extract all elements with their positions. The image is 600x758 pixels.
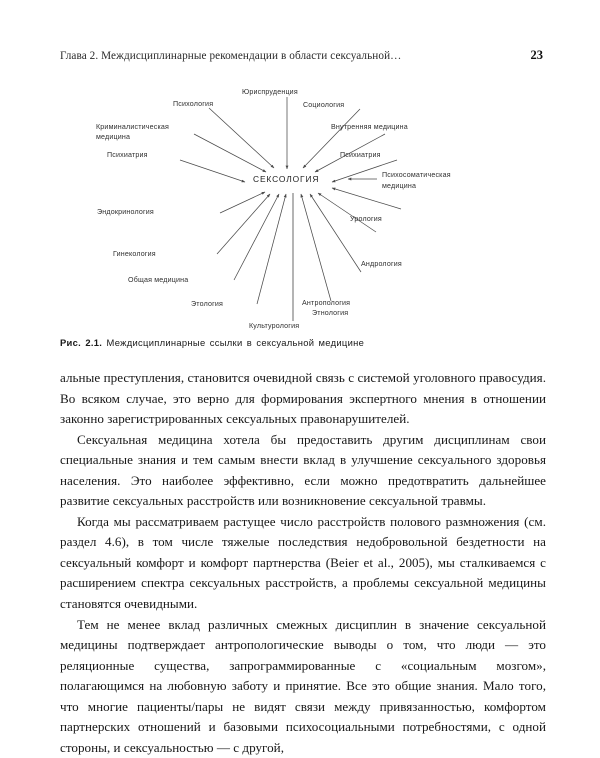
- paragraph: Сексуальная медицина хотела бы предоставить другим дисциплинам свои специальные знания и тем самым внести вклад в улучшение сексуального здоровья населения. Это наиболее эффективно, если можно предотвратить дальнейшее развитие сексуальных расстройств или возникновение сексуальной травмы.: [60, 431, 546, 509]
- label-psychology: Психология: [173, 100, 214, 108]
- label-urology: Урология: [350, 215, 382, 223]
- label-forensic-medicine-line1: Криминалистическая: [96, 123, 170, 131]
- figure-caption-number: Рис. 2.1.: [60, 337, 103, 348]
- label-culturology: Культурология: [249, 322, 300, 330]
- paragraph: альные преступления, становится очевидной связь с системой уголовного правосудия. Во всяком случае, это верно для формирования экспертного мнения в отношении законно зарегистрированных сексуальных правонарушителей.: [60, 370, 546, 427]
- label-ethology: Этология: [191, 300, 224, 308]
- figure-caption-text: Междисциплинарные ссылки в сексуальной медицине: [106, 337, 365, 348]
- label-psychosomatic-line1: Психосоматическая: [382, 171, 451, 179]
- body-text: [60, 368, 546, 758]
- label-psychosomatic-line2: медицина: [382, 182, 417, 190]
- page-number: 23: [530, 48, 543, 62]
- label-andrology: Андрология: [361, 260, 402, 268]
- label-endocrinology: Эндокринология: [97, 208, 154, 216]
- label-anthropology: Антропология: [302, 299, 351, 307]
- paragraph: Когда мы рассматриваем растущее число расстройств полового размножения (см. раздел 4.6), в том числе тяжелые последствия недобровольной бездетности на сексуальный комфорт и комфорт партнерства (Beier et al., 2005), мы сталкиваемся с расширением спектра сексуальных расстройств, а проблемы сексуальной медицины становятся очевидными.: [60, 513, 546, 612]
- running-head: [60, 48, 545, 63]
- label-forensic-medicine-line2: медицина: [96, 133, 131, 141]
- label-psychiatry-left: Психиатрия: [107, 151, 148, 159]
- figure-2-1: [60, 76, 545, 331]
- paragraph: Тем не менее вклад различных смежных дисциплин в значение сексуальной медицины подтверждает антропологические выводы о том, что люди — это реляционные существа, запрограммированные с «социальным мозгом», полагающимся на любовную заботу и принятие. Все это общие знания. Мало того, что многие пациенты/пары не видят связи между привязанностью, комфортом партнерских отношений и базовыми психосоциальными потребностями, с одной стороны, и сексуальностью — с другой,: [60, 616, 546, 755]
- figure-center-label: СЕКСОЛОГИЯ: [253, 174, 320, 184]
- label-internal-medicine: Внутренняя медицина: [331, 123, 408, 131]
- chapter-title: Глава 2. Междисциплинарные рекомендации в области сексуальной…: [60, 50, 402, 62]
- figure-caption: [60, 337, 545, 348]
- label-jurisprudence: Юриспруденция: [242, 88, 298, 96]
- label-psychiatry-right: Психиатрия: [340, 151, 381, 159]
- label-ethnology: Этнология: [312, 309, 349, 317]
- label-general-medicine: Общая медицина: [128, 276, 189, 284]
- label-gynecology: Гинекология: [113, 250, 156, 258]
- label-sociology: Социология: [303, 101, 345, 109]
